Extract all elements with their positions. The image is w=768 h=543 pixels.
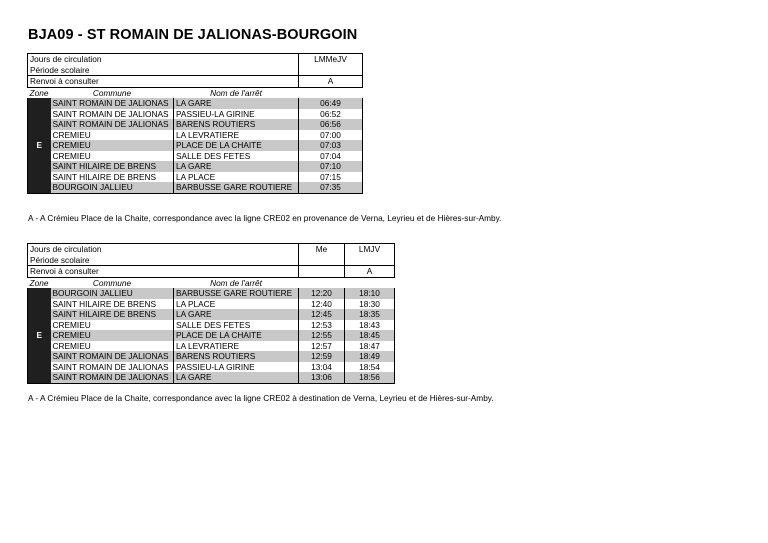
header-label-renvoi: Renvoi à consulter <box>28 266 299 278</box>
header-label-periode: Période scolaire <box>28 65 299 76</box>
header-label-periode: Période scolaire <box>28 255 299 266</box>
stop-name-cell: PASSIEU-LA GIRINE <box>174 362 299 373</box>
commune-cell: SAINT HILAIRE DE BRENS <box>51 299 174 310</box>
timetable-return <box>27 243 395 384</box>
footnote-outbound: A - A Crémieu Place de la Chaite, correspondance avec la ligne CRE02 en provenance de Verna, Leyrieu et de Hières-sur-Amby. <box>28 213 502 223</box>
stop-name-cell: LA PLACE <box>174 172 299 183</box>
renvoi-cell <box>299 266 345 278</box>
header-row <box>28 54 363 65</box>
commune-cell: BOURGOIN JALLIEU <box>51 182 174 193</box>
stop-name-cell: LA LEVRATIERE <box>174 341 299 352</box>
table-row <box>28 182 363 193</box>
header-row <box>28 76 363 88</box>
table-row <box>28 130 363 141</box>
stop-name-cell: BARBUSSE GARE ROUTIERE <box>174 288 299 299</box>
stop-name-cell: PLACE DE LA CHAITE <box>174 140 299 151</box>
time-cell: 18:35 <box>345 309 395 320</box>
time-cell: 13:04 <box>299 362 345 373</box>
column-header-commune: Commune <box>92 277 132 288</box>
time-cell: 06:49 <box>299 98 363 109</box>
stop-name-cell: LA LEVRATIERE <box>174 130 299 141</box>
stop-name-cell: PASSIEU-LA GIRINE <box>174 109 299 120</box>
stop-name-cell: LA GARE <box>174 372 299 383</box>
table-row <box>28 309 395 320</box>
stop-name-cell: LA PLACE <box>174 299 299 310</box>
table-row <box>28 151 363 162</box>
time-cell: 07:04 <box>299 151 363 162</box>
table-row <box>28 362 395 373</box>
zone-cell: E <box>28 288 51 383</box>
commune-cell: CREMIEU <box>51 320 174 331</box>
column-header-arret: Nom de l'arrêt <box>210 87 262 98</box>
column-header-commune: Commune <box>92 87 132 98</box>
commune-cell: CREMIEU <box>51 130 174 141</box>
column-header-row <box>28 87 363 98</box>
time-cell: 12:55 <box>299 330 345 341</box>
empty-cell <box>299 87 363 98</box>
renvoi-cell: A <box>345 266 395 278</box>
commune-cell: CREMIEU <box>51 140 174 151</box>
commune-cell: CREMIEU <box>51 151 174 162</box>
stop-name-cell: SALLE DES FETES <box>174 151 299 162</box>
time-cell: 18:10 <box>345 288 395 299</box>
empty-cell <box>345 277 395 288</box>
time-cell: 07:35 <box>299 182 363 193</box>
commune-cell: SAINT ROMAIN DE JALIONAS <box>51 119 174 130</box>
table-row <box>28 288 395 299</box>
time-cell: 07:15 <box>299 172 363 183</box>
column-header-arret: Nom de l'arrêt <box>210 277 262 288</box>
commune-cell: SAINT ROMAIN DE JALIONAS <box>51 351 174 362</box>
table-row <box>28 372 395 383</box>
stop-name-cell: BARENS ROUTIERS <box>174 351 299 362</box>
time-cell: 18:54 <box>345 362 395 373</box>
time-cell: 06:52 <box>299 109 363 120</box>
time-cell: 07:00 <box>299 130 363 141</box>
header-row <box>28 255 395 266</box>
days-cell: Me <box>299 244 345 255</box>
stop-name-cell: BARENS ROUTIERS <box>174 119 299 130</box>
commune-cell: SAINT HILAIRE DE BRENS <box>51 161 174 172</box>
time-cell: 12:40 <box>299 299 345 310</box>
days-cell: LMJV <box>345 244 395 255</box>
footnote-return: A - A Crémieu Place de la Chaite, correspondance avec la ligne CRE02 à destination de Verna, Leyrieu et de Hières-sur-Amby. <box>28 393 494 403</box>
time-cell: 12:20 <box>299 288 345 299</box>
table-row <box>28 161 363 172</box>
header-label-renvoi: Renvoi à consulter <box>28 76 299 88</box>
table-row <box>28 299 395 310</box>
stop-name-cell: LA GARE <box>174 309 299 320</box>
commune-cell: SAINT HILAIRE DE BRENS <box>51 309 174 320</box>
header-row <box>28 65 363 76</box>
stop-name-cell: BARBUSSE GARE ROUTIERE <box>174 182 299 193</box>
time-cell: 12:57 <box>299 341 345 352</box>
time-cell: 18:49 <box>345 351 395 362</box>
commune-cell: SAINT ROMAIN DE JALIONAS <box>51 362 174 373</box>
stop-name-cell: PLACE DE LA CHAITE <box>174 330 299 341</box>
header-row <box>28 266 395 278</box>
zone-cell: E <box>28 98 51 193</box>
page-title: BJA09 - ST ROMAIN DE JALIONAS-BOURGOIN <box>28 27 358 43</box>
table-row <box>28 140 363 151</box>
renvoi-cell: A <box>299 76 363 88</box>
timetable-outbound <box>27 53 363 194</box>
time-cell: 18:56 <box>345 372 395 383</box>
table-row <box>28 109 363 120</box>
commune-cell: SAINT ROMAIN DE JALIONAS <box>51 372 174 383</box>
time-cell: 07:10 <box>299 161 363 172</box>
table-row <box>28 320 395 331</box>
empty-cell <box>299 255 345 266</box>
stop-name-cell: SALLE DES FETES <box>174 320 299 331</box>
commune-cell: SAINT ROMAIN DE JALIONAS <box>51 98 174 109</box>
column-header-zone: Zone <box>29 277 49 288</box>
time-cell: 13:06 <box>299 372 345 383</box>
time-cell: 12:45 <box>299 309 345 320</box>
commune-cell: SAINT ROMAIN DE JALIONAS <box>51 109 174 120</box>
header-row <box>28 244 395 255</box>
time-cell: 06:56 <box>299 119 363 130</box>
column-header-zone: Zone <box>29 87 49 98</box>
table-row <box>28 351 395 362</box>
column-header-row <box>28 277 395 288</box>
time-cell: 12:53 <box>299 320 345 331</box>
time-cell: 12:59 <box>299 351 345 362</box>
commune-cell: CREMIEU <box>51 341 174 352</box>
time-cell: 18:47 <box>345 341 395 352</box>
time-cell: 07:03 <box>299 140 363 151</box>
empty-cell <box>299 65 363 76</box>
header-label-jours: Jours de circulation <box>28 54 299 65</box>
days-cell: LMMeJV <box>299 54 363 65</box>
stop-name-cell: LA GARE <box>174 98 299 109</box>
table-row <box>28 119 363 130</box>
empty-cell <box>345 255 395 266</box>
empty-cell <box>299 277 345 288</box>
table-row <box>28 341 395 352</box>
time-cell: 18:43 <box>345 320 395 331</box>
stop-name-cell: LA GARE <box>174 161 299 172</box>
table-row <box>28 172 363 183</box>
commune-cell: CREMIEU <box>51 330 174 341</box>
commune-cell: BOURGOIN JALLIEU <box>51 288 174 299</box>
time-cell: 18:45 <box>345 330 395 341</box>
time-cell: 18:30 <box>345 299 395 310</box>
header-label-jours: Jours de circulation <box>28 244 299 255</box>
commune-cell: SAINT HILAIRE DE BRENS <box>51 172 174 183</box>
table-row <box>28 330 395 341</box>
table-row <box>28 98 363 109</box>
